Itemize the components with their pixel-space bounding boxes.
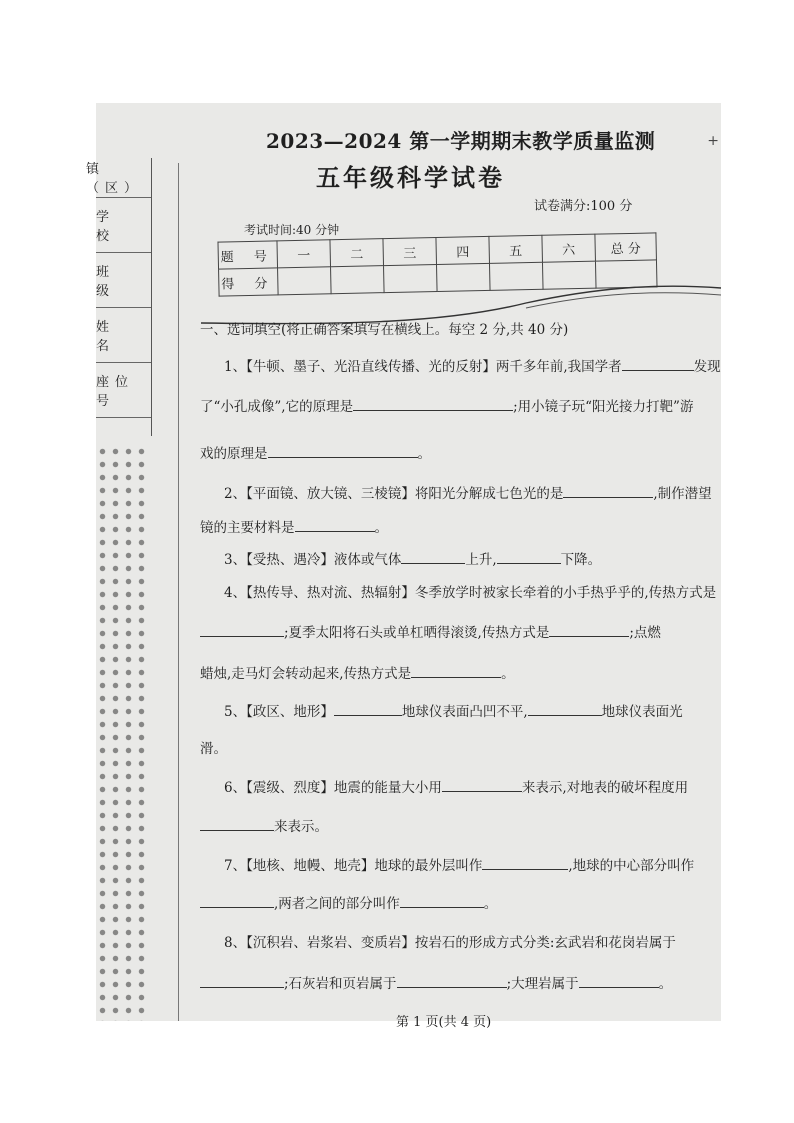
question-8-line-1: 8、【沉积岩、岩浆岩、变质岩】按岩石的形成方式分类:玄武岩和花岗岩属于 xyxy=(224,935,676,951)
answer-blank[interactable] xyxy=(295,517,375,532)
question-6-line-2: 来表示。 xyxy=(200,816,328,837)
answer-blank[interactable] xyxy=(401,549,465,564)
side-field-seat: 座位号 xyxy=(96,363,151,418)
answer-blank[interactable] xyxy=(579,973,659,988)
answer-blank[interactable] xyxy=(397,973,507,988)
answer-blank[interactable] xyxy=(563,483,653,498)
corner-mark: + xyxy=(707,133,719,149)
section-title: 一、选词填空(将正确答案填写在横线上。每空 2 分,共 40 分) xyxy=(200,322,569,338)
answer-blank[interactable] xyxy=(200,893,274,908)
score-table-row-label: 题 号 xyxy=(218,241,278,269)
answer-blank[interactable] xyxy=(268,443,418,458)
answer-blank[interactable] xyxy=(353,396,513,411)
answer-blank[interactable] xyxy=(334,701,402,716)
question-4-line-2: ;夏季太阳将石头或单杠晒得滚烫,传热方式是 ;点燃 xyxy=(200,622,661,643)
answer-blank[interactable] xyxy=(200,973,284,988)
side-field-name: 姓 名 xyxy=(96,308,151,363)
question-7-line-2: ,两者之间的部分叫作 。 xyxy=(200,893,497,914)
score-table-row-label: 得 分 xyxy=(219,268,279,296)
score-table-col: 五 xyxy=(489,235,543,263)
question-2-line-1: 2、【平面镜、放大镜、三棱镜】将阳光分解成七色光的是 ,制作潜望 xyxy=(224,483,712,504)
answer-blank[interactable] xyxy=(200,816,274,831)
question-8-line-2: ;石灰岩和页岩属于 ;大理岩属于 。 xyxy=(200,973,672,994)
answer-blank[interactable] xyxy=(549,622,629,637)
answer-blank[interactable] xyxy=(528,701,602,716)
answer-blank[interactable] xyxy=(622,356,694,371)
exam-subtitle: 五年级科学试卷 xyxy=(316,164,505,192)
exam-title: 2023—2024 第一学期期末教学质量监测 xyxy=(266,129,656,153)
question-4-line-3: 蜡烛,走马灯会转动起来,传热方式是 。 xyxy=(200,663,515,684)
score-table-col: 四 xyxy=(436,236,490,264)
question-1-line-3: 戏的原理是 。 xyxy=(200,443,431,464)
question-3: 3、【受热、遇冷】液体或气体 上升, 下降。 xyxy=(224,549,601,570)
decorative-pattern xyxy=(96,445,150,1021)
question-1-line-2: 了“小孔成像”,它的原理是 ;用小镜子玩“阳光接力打靶”游 xyxy=(200,396,693,417)
answer-blank[interactable] xyxy=(497,549,561,564)
answer-blank[interactable] xyxy=(200,622,284,637)
student-info-sidebar xyxy=(86,158,152,436)
question-7-line-1: 7、【地核、地幔、地壳】地球的最外层叫作 ,地球的中心部分叫作 xyxy=(224,855,694,876)
answer-blank[interactable] xyxy=(411,663,501,678)
score-table-col: 三 xyxy=(383,238,437,266)
side-field-district: 镇（区） xyxy=(96,158,151,198)
side-field-school: 学 校 xyxy=(96,198,151,253)
answer-blank[interactable] xyxy=(400,893,484,908)
score-table-col: 总 分 xyxy=(595,233,657,261)
score-table-col: 六 xyxy=(542,234,596,262)
score-table-col: 一 xyxy=(277,240,331,268)
question-4-line-1: 4、【热传导、热对流、热辐射】冬季放学时被家长牵着的小手热乎乎的,传热方式是 xyxy=(224,585,717,601)
answer-blank[interactable] xyxy=(442,777,522,792)
exam-time: 考试时间:40 分钟 xyxy=(244,223,340,237)
question-1-line-1: 1、【牛顿、墨子、光沿直线传播、光的反射】两千多年前,我国学者 发现 xyxy=(224,356,721,377)
binding-line xyxy=(178,163,179,1021)
score-table-col: 二 xyxy=(330,239,384,267)
side-field-class: 班 级 xyxy=(96,253,151,308)
question-5-line-2: 滑。 xyxy=(200,741,227,757)
answer-blank[interactable] xyxy=(482,855,568,870)
full-score: 试卷满分:100 分 xyxy=(534,199,633,214)
exam-paper-photo xyxy=(86,103,721,1030)
question-5-line-1: 5、【政区、地形】 地球仪表面凸凹不平, 地球仪表面光 xyxy=(224,701,683,722)
page-footer: 第 1 页(共 4 页) xyxy=(396,1015,492,1030)
question-2-line-2: 镜的主要材料是 。 xyxy=(200,517,388,538)
question-6-line-1: 6、【震级、烈度】地震的能量大小用 来表示,对地表的破坏程度用 xyxy=(224,777,688,798)
